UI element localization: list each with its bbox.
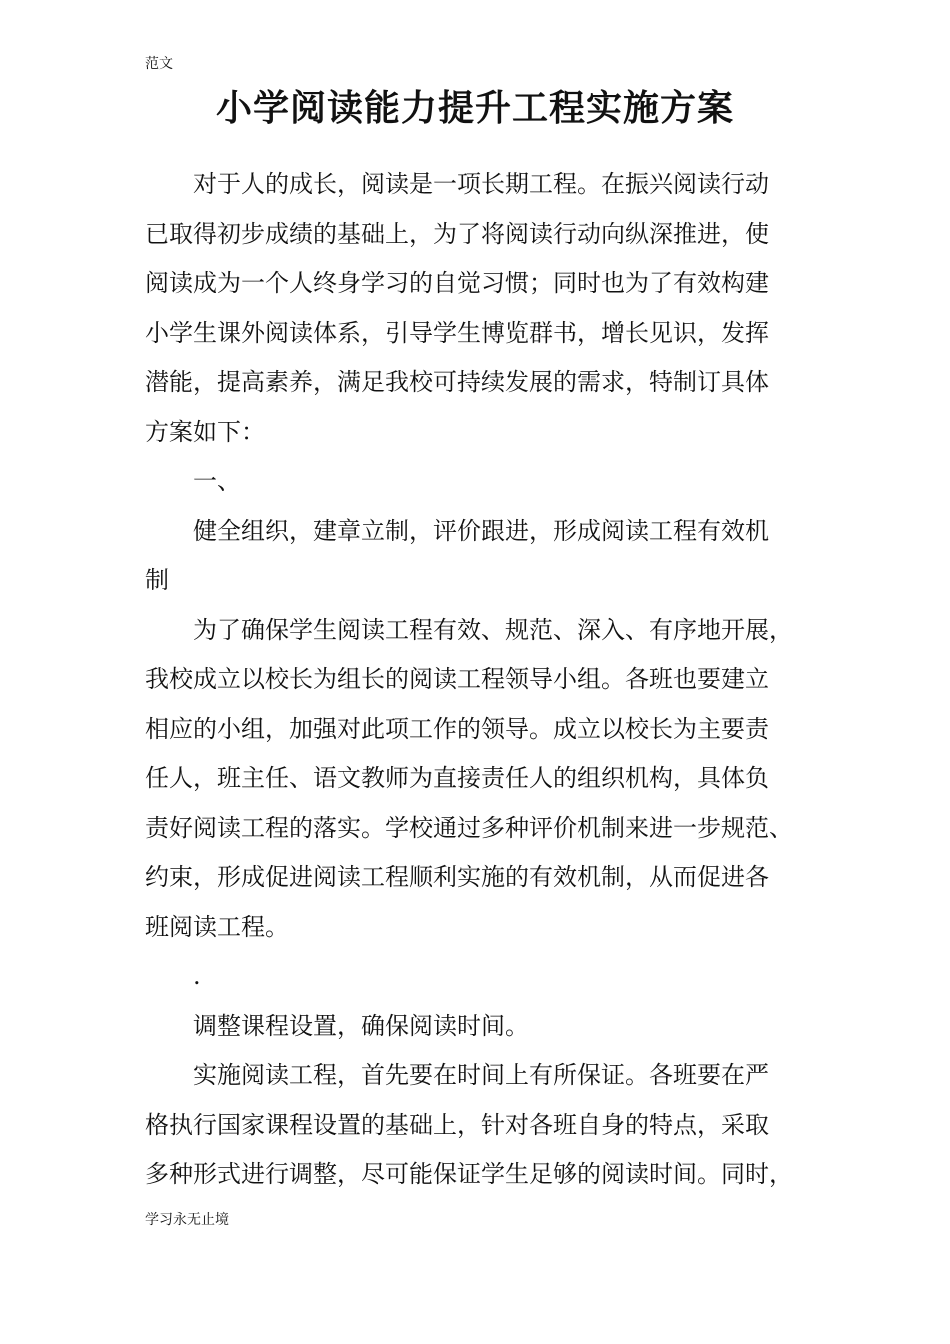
section-marker-dot: . <box>193 962 201 990</box>
footer-label: 学习永无止境 <box>145 1212 229 1228</box>
document-body <box>145 160 823 1200</box>
header-label: 范文 <box>145 56 173 72</box>
section-heading-two: 调整课程设置，确保阅读时间。 <box>193 1011 529 1040</box>
section-number-one: 一、 <box>193 467 241 495</box>
section-heading-one: 健全组织，建章立制，评价跟进，形成阅读工程有效机 制 <box>145 516 769 594</box>
paragraph-reading-time: 实施阅读工程，首先要在时间上有所保证。各班要在严 格执行国家课程设置的基础上，针对各班自身的特点，采取 多种形式进行调整，尽可能保证学生足够的阅读时间。同时， <box>145 1061 793 1188</box>
paragraph-organization: 为了确保学生阅读工程有效、规范、深入、有序地开展， 我校成立以校长为组长的阅读工程领导小组。各班也要建立 相应的小组，加强对此项工作的领导。成立以校长为主要责 任人，班主任、语文教师为直接责任人的组织机构，具体负 责好阅读工程的落实。学校通过多种评价机制来进一步规范、 约束，形成促进阅读工程顺利实施的有效机制，从而促进各 班阅读工程。 <box>145 615 793 941</box>
document-title: 小学阅读能力提升工程实施方案 <box>215 87 734 129</box>
paragraph-intro: 对于人的成长，阅读是一项长期工程。在振兴阅读行动 已取得初步成绩的基础上，为了将阅读行动向纵深推进，使 阅读成为一个人终身学习的自觉习惯；同时也为了有效构建 小学生课外阅读体系，引导学生博览群书，增长见识，发挥 潜能，提高素养，满足我校可持续发展的需求，特制订具体 方案如下： <box>145 170 769 446</box>
